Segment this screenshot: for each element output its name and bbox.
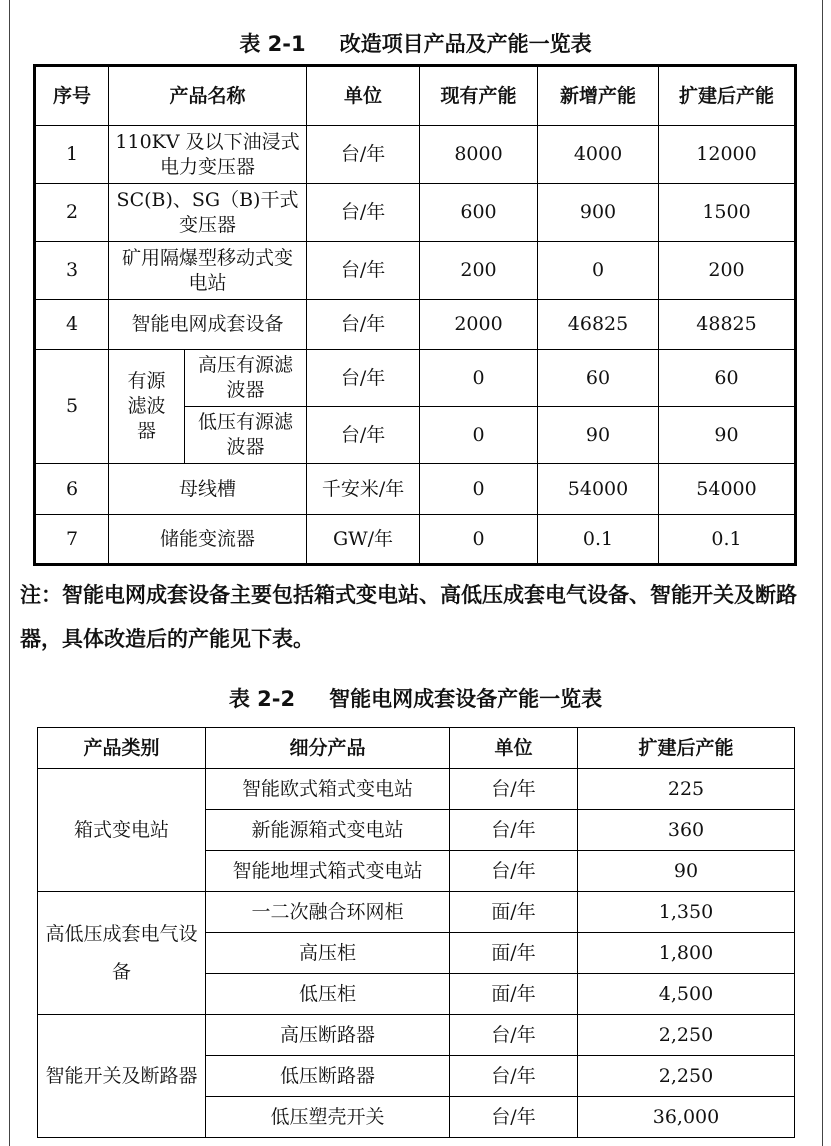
- product-name: 矿用隔爆型移动式变电站: [109, 242, 307, 300]
- product-cell: 低压柜: [206, 974, 450, 1015]
- existing-capacity: 0: [420, 464, 538, 515]
- row-number: 2: [35, 184, 109, 242]
- existing-capacity: 0: [420, 407, 538, 464]
- capacity-cell: 2,250: [578, 1015, 795, 1056]
- capacity-cell: 1,350: [578, 892, 795, 933]
- product-name: 智能电网成套设备: [109, 300, 307, 350]
- table-row: [35, 242, 796, 300]
- table2-header-row: [38, 728, 795, 769]
- added-capacity: 0.1: [538, 515, 659, 565]
- existing-capacity: 200: [420, 242, 538, 300]
- capacity-cell: 2,250: [578, 1056, 795, 1097]
- category-cell: 箱式变电站: [38, 769, 206, 892]
- capacity-cell: 360: [578, 810, 795, 851]
- existing-capacity: 0: [420, 515, 538, 565]
- unit-cell: GW/年: [307, 515, 420, 565]
- row-number: 5: [35, 350, 109, 464]
- table-smart-grid-capacity: [37, 727, 795, 1138]
- added-capacity: 90: [538, 407, 659, 464]
- table-row: [35, 184, 796, 242]
- table1-caption-title: 改造项目产品及产能一览表: [339, 32, 592, 56]
- product-group-name: 有源滤波器: [109, 350, 185, 464]
- existing-capacity: 0: [420, 350, 538, 407]
- added-capacity: 46825: [538, 300, 659, 350]
- table-note: 注：智能电网成套设备主要包括箱式变电站、高低压成套电气设备、智能开关及断路器，具体改造后的产能见下表。: [20, 583, 797, 651]
- added-capacity: 54000: [538, 464, 659, 515]
- product-cell: 一二次融合环网柜: [206, 892, 450, 933]
- product-name: 低压有源滤波器: [185, 407, 307, 464]
- unit-cell: 台/年: [307, 350, 420, 407]
- added-capacity: 4000: [538, 126, 659, 184]
- category-cell: 高低压成套电气设备: [38, 892, 206, 1015]
- product-name: 高压有源滤波器: [185, 350, 307, 407]
- unit-cell: 台/年: [450, 1056, 578, 1097]
- total-capacity: 12000: [659, 126, 796, 184]
- table-row: [35, 300, 796, 350]
- row-number: 3: [35, 242, 109, 300]
- unit-cell: 面/年: [450, 974, 578, 1015]
- existing-capacity: 8000: [420, 126, 538, 184]
- capacity-cell: 1,800: [578, 933, 795, 974]
- unit-cell: 台/年: [307, 126, 420, 184]
- capacity-cell: 90: [578, 851, 795, 892]
- header-cell: 扩建后产能: [659, 66, 796, 126]
- product-name: 110KV 及以下油浸式电力变压器: [109, 126, 307, 184]
- table-product-capacity: [33, 64, 797, 566]
- total-capacity: 48825: [659, 300, 796, 350]
- existing-capacity: 600: [420, 184, 538, 242]
- table1-caption-number: 表 2-1: [239, 32, 306, 56]
- header-cell: 序号: [35, 66, 109, 126]
- unit-cell: 台/年: [450, 851, 578, 892]
- header-cell: 新增产能: [538, 66, 659, 126]
- unit-cell: 台/年: [307, 300, 420, 350]
- product-cell: 低压断路器: [206, 1056, 450, 1097]
- table1-caption: [0, 30, 831, 58]
- table-row: [35, 464, 796, 515]
- product-cell: 低压塑壳开关: [206, 1097, 450, 1138]
- unit-cell: 面/年: [450, 933, 578, 974]
- unit-cell: 台/年: [307, 242, 420, 300]
- table-row: [35, 126, 796, 184]
- product-cell: 高压断路器: [206, 1015, 450, 1056]
- capacity-cell: 225: [578, 769, 795, 810]
- total-capacity: 90: [659, 407, 796, 464]
- unit-cell: 台/年: [450, 769, 578, 810]
- row-number: 6: [35, 464, 109, 515]
- total-capacity: 54000: [659, 464, 796, 515]
- table2-caption-number: 表 2-2: [228, 687, 296, 711]
- unit-cell: 面/年: [450, 892, 578, 933]
- header-cell: 扩建后产能: [578, 728, 795, 769]
- total-capacity: 200: [659, 242, 796, 300]
- header-cell: 现有产能: [420, 66, 538, 126]
- table-row: [35, 515, 796, 565]
- unit-cell: 千安米/年: [307, 464, 420, 515]
- total-capacity: 1500: [659, 184, 796, 242]
- table-row: [38, 769, 795, 810]
- table-row: [38, 1015, 795, 1056]
- row-number: 7: [35, 515, 109, 565]
- table-row: [35, 350, 796, 407]
- table2-caption: [0, 685, 831, 713]
- existing-capacity: 2000: [420, 300, 538, 350]
- header-cell: 产品类别: [38, 728, 206, 769]
- unit-cell: 台/年: [450, 1097, 578, 1138]
- table2-caption-title: 智能电网成套设备产能一览表: [329, 687, 603, 711]
- unit-cell: 台/年: [307, 407, 420, 464]
- row-number: 4: [35, 300, 109, 350]
- added-capacity: 60: [538, 350, 659, 407]
- header-cell: 细分产品: [206, 728, 450, 769]
- row-number: 1: [35, 126, 109, 184]
- product-cell: 高压柜: [206, 933, 450, 974]
- total-capacity: 60: [659, 350, 796, 407]
- header-cell: 产品名称: [109, 66, 307, 126]
- added-capacity: 900: [538, 184, 659, 242]
- product-cell: 智能地埋式箱式变电站: [206, 851, 450, 892]
- capacity-cell: 4,500: [578, 974, 795, 1015]
- category-cell: 智能开关及断路器: [38, 1015, 206, 1138]
- product-name: 储能变流器: [109, 515, 307, 565]
- product-cell: 智能欧式箱式变电站: [206, 769, 450, 810]
- table-row: [38, 892, 795, 933]
- unit-cell: 台/年: [450, 1015, 578, 1056]
- capacity-cell: 36,000: [578, 1097, 795, 1138]
- product-name: 母线槽: [109, 464, 307, 515]
- product-name: SC(B)、SG（B)干式变压器: [109, 184, 307, 242]
- page-frame-left: [9, 0, 10, 1146]
- unit-cell: 台/年: [307, 184, 420, 242]
- header-cell: 单位: [450, 728, 578, 769]
- product-cell: 新能源箱式变电站: [206, 810, 450, 851]
- total-capacity: 0.1: [659, 515, 796, 565]
- table1-header-row: [35, 66, 796, 126]
- added-capacity: 0: [538, 242, 659, 300]
- header-cell: 单位: [307, 66, 420, 126]
- unit-cell: 台/年: [450, 810, 578, 851]
